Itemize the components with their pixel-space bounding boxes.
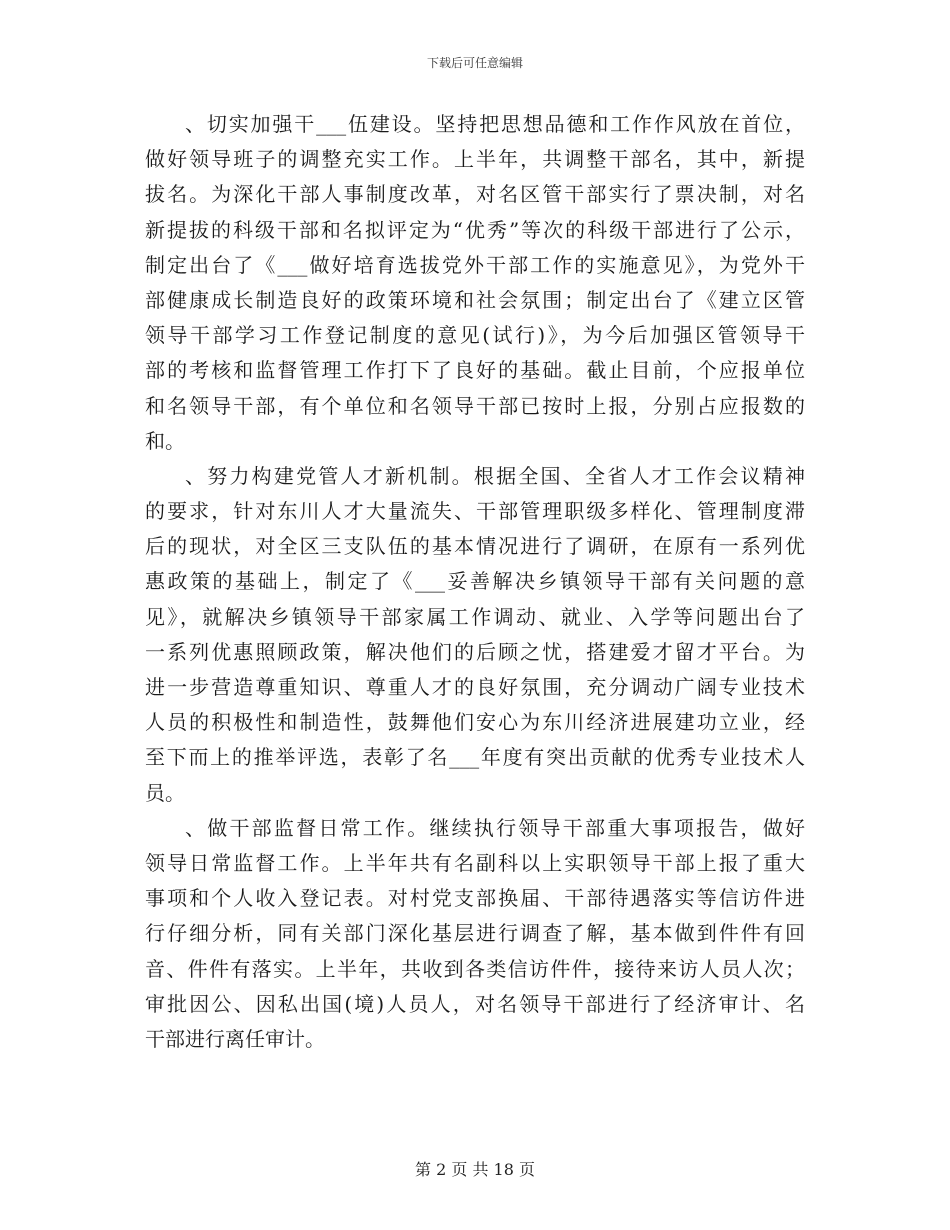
text-line: 领导干部学习工作登记制度的意见(试行)》，为今后加强区管领导干 [145,323,805,348]
page-number: 第 2 页 共 18 页 [415,1160,535,1179]
paragraph-cadre-team-building [145,107,805,459]
text-line: 人员的积极性和制造性，鼓舞他们安心为东川经济进展建功立业，经 [145,710,805,735]
text-line: 至下而上的推举评选，表彰了名___年度有突出贡献的优秀专业技术人 [145,745,805,770]
text-line: 拔名。为深化干部人事制度改革，对名区管干部实行了票决制，对名 [145,182,805,207]
text-line: 和。 [145,428,185,453]
text-line: 制定出台了《___做好培育选拔党外干部工作的实施意见》，为党外干 [145,252,805,277]
paragraph-cadre-supervision [145,811,805,1057]
text-line: 进一步营造尊重知识、尊重人才的良好氛围，充分调动广阔专业技术 [145,675,805,699]
text-line: 和名领导干部，有个单位和名领导干部已按时上报，分别占应报数的 [145,393,805,418]
text-line: 后的现状，对全区三支队伍的基本情况进行了调研，在原有一系列优 [145,534,805,559]
text-line: 惠政策的基础上，制定了《___妥善解决乡镇领导干部有关问题的意 [145,569,805,594]
text-line: 行仔细分析，同有关部门深化基层进行调查了解，基本做到件件有回 [145,921,805,946]
text-line: 领导日常监督工作。上半年共有名副科以上实职领导干部上报了重大 [145,850,805,875]
text-line: 见》，就解决乡镇领导干部家属工作调动、就业、入学等问题出台了 [145,604,805,629]
text-line: 事项和个人收入登记表。对村党支部换届、干部待遇落实等信访件进 [145,886,805,911]
text-line: 、努力构建党管人才新机制。根据全国、全省人才工作会议精神 [185,463,805,488]
document-body [145,107,805,1057]
text-line: 的要求，针对东川人才大量流失、干部管理职级多样化、管理制度滞 [145,499,805,524]
page-header: 下载后可任意编辑 [426,56,523,70]
text-line: 部健康成长制造良好的政策环境和社会氛围；制定出台了《建立区管 [145,287,805,312]
text-line: 部的考核和监督管理工作打下了良好的基础。截止目前，个应报单位 [145,358,805,383]
paragraph-talent-mechanism [145,459,805,811]
text-line: 做好领导班子的调整充实工作。上半年，共调整干部名，其中，新提 [145,147,805,172]
text-line: 一系列优惠照顾政策，解决他们的后顾之忧，搭建爱才留才平台。为 [145,639,805,664]
text-line: 审批因公、因私出国(境)人员人，对名领导干部进行了经济审计、名 [145,991,805,1016]
text-line: 音、件件有落实。上半年，共收到各类信访件件，接待来访人员人次； [145,956,805,981]
text-line: 、做干部监督日常工作。继续执行领导干部重大事项报告，做好 [185,815,805,840]
text-line: 新提拔的科级干部和名拟评定为“优秀”等次的科级干部进行了公示， [145,217,805,242]
text-line: 干部进行离任审计。 [145,1026,325,1051]
text-line: 、切实加强干___伍建设。坚持把思想品德和工作作风放在首位， [185,112,805,136]
text-line: 员。 [145,780,185,805]
